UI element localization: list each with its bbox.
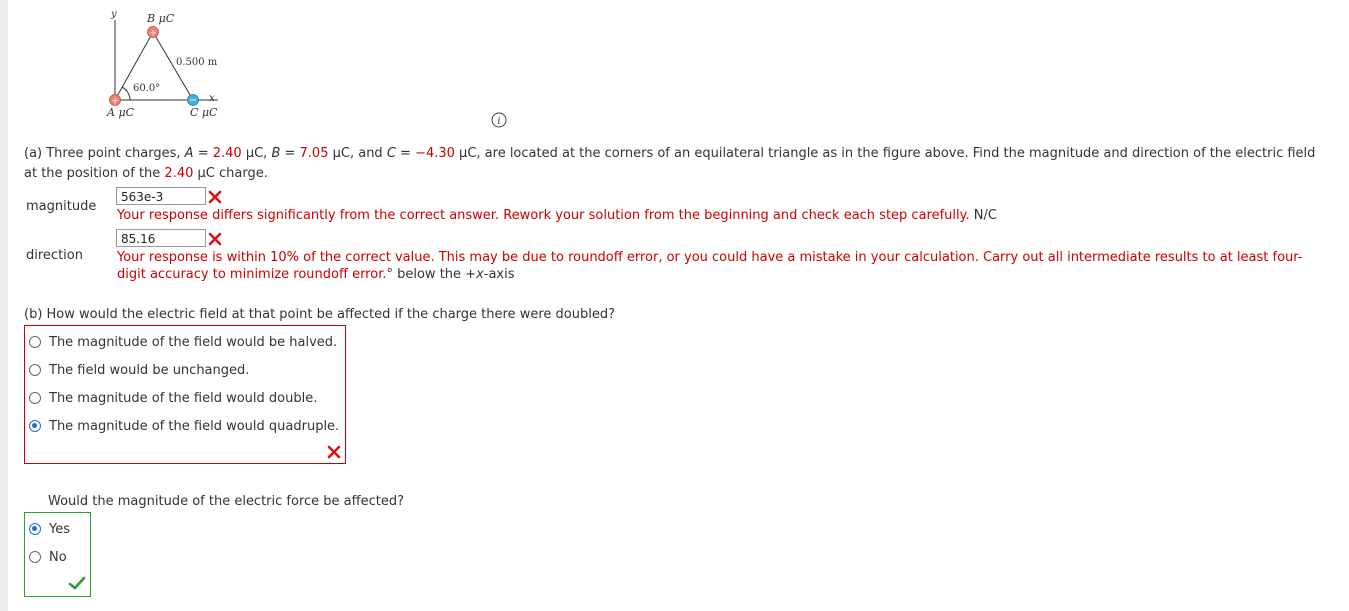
eq: =	[280, 146, 300, 161]
value-a: 2.40	[212, 146, 242, 161]
unit: μC,	[241, 146, 272, 161]
option-row-selected[interactable]	[29, 519, 70, 539]
var-b: B	[271, 146, 281, 161]
q-text: (a) Three point charges,	[24, 146, 185, 161]
x-mark-icon	[327, 445, 341, 459]
magnitude-feedback-text: Your response differs significantly from the correct answer. Rework your solution from the beginning and check each step carefully.	[117, 208, 970, 223]
part-b-question: (b) How would the electric field at that point be affected if the charge there were doubled?	[24, 307, 615, 322]
direction-unit-suffix: -axis	[483, 267, 515, 282]
radio-button-selected[interactable]	[29, 420, 41, 432]
magnitude-feedback	[117, 208, 997, 223]
direction-unit-var: x	[476, 267, 484, 282]
part-a-question-line1	[24, 146, 1315, 161]
charge-b-sign: +	[149, 28, 157, 39]
check-mark-icon	[68, 576, 86, 590]
value-a-repeat: 2.40	[164, 166, 194, 181]
svg-text:i: i	[497, 116, 501, 127]
option-row[interactable]	[29, 332, 337, 352]
q-text: μC, are located at the corners of an equilateral triangle as in the figure above. Find the magnitude and direction of the electric field	[454, 146, 1316, 161]
option-row[interactable]	[29, 547, 67, 567]
radio-button[interactable]	[29, 364, 41, 376]
side-length-label: 0.500 m	[176, 57, 218, 68]
magnitude-label: magnitude	[26, 199, 97, 214]
radio-button[interactable]	[29, 336, 41, 348]
direction-feedback-text: digit accuracy to minimize roundoff error.	[117, 267, 387, 282]
option-label: The magnitude of the field would be halved.	[49, 334, 338, 350]
magnitude-input[interactable]: 563e-3	[116, 187, 206, 205]
radio-button[interactable]	[29, 551, 41, 563]
part-b-question-2: Would the magnitude of the electric force be affected?	[48, 494, 404, 509]
charge-c-label: C μC	[190, 106, 218, 119]
unit: μC, and	[328, 146, 387, 161]
option-label: No	[49, 549, 67, 565]
option-label: The magnitude of the field would quadruple.	[49, 418, 340, 434]
angle-arc	[122, 87, 130, 100]
eq: =	[193, 146, 213, 161]
value-b: 7.05	[299, 146, 329, 161]
x-axis-label: x	[209, 93, 215, 104]
magnitude-unit: N/C	[969, 208, 997, 223]
radio-button-selected[interactable]	[29, 523, 41, 535]
option-label: Yes	[49, 521, 70, 537]
charge-a-label: A μC	[107, 106, 135, 119]
direction-unit: ° below the +	[386, 267, 477, 282]
direction-feedback-line1: Your response is within 10% of the correct value. This may be due to roundoff error, or you could have a mistake in your calculation. Carry out all intermediate results to at least four-	[117, 250, 1303, 265]
y-axis-label: y	[111, 9, 117, 20]
value-c: −4.30	[415, 146, 455, 161]
q-text: at the position of the	[24, 166, 165, 181]
option-row[interactable]	[29, 360, 249, 380]
eq: =	[395, 146, 416, 161]
radio-button[interactable]	[29, 392, 41, 404]
left-margin-rule	[0, 0, 8, 611]
charge-c-sign: −	[188, 95, 198, 106]
x-mark-icon	[208, 232, 222, 246]
q-text: μC charge.	[193, 166, 268, 181]
x-mark-icon	[208, 190, 222, 204]
part-a-question-line2	[24, 166, 268, 181]
direction-feedback-line2	[117, 267, 515, 282]
option-row-selected[interactable]	[29, 416, 339, 436]
angle-label: 60.0°	[133, 83, 161, 94]
var-c: C	[386, 146, 396, 161]
option-label: The magnitude of the field would double.	[49, 390, 318, 406]
direction-label: direction	[26, 248, 83, 263]
option-label: The field would be unchanged.	[49, 362, 250, 378]
info-icon[interactable]	[491, 112, 507, 128]
charge-b-label: B μC	[147, 12, 175, 25]
charge-a-sign: +	[111, 96, 119, 107]
direction-input[interactable]: 85.16	[116, 229, 206, 247]
var-a: A	[184, 146, 194, 161]
option-row[interactable]	[29, 388, 317, 408]
